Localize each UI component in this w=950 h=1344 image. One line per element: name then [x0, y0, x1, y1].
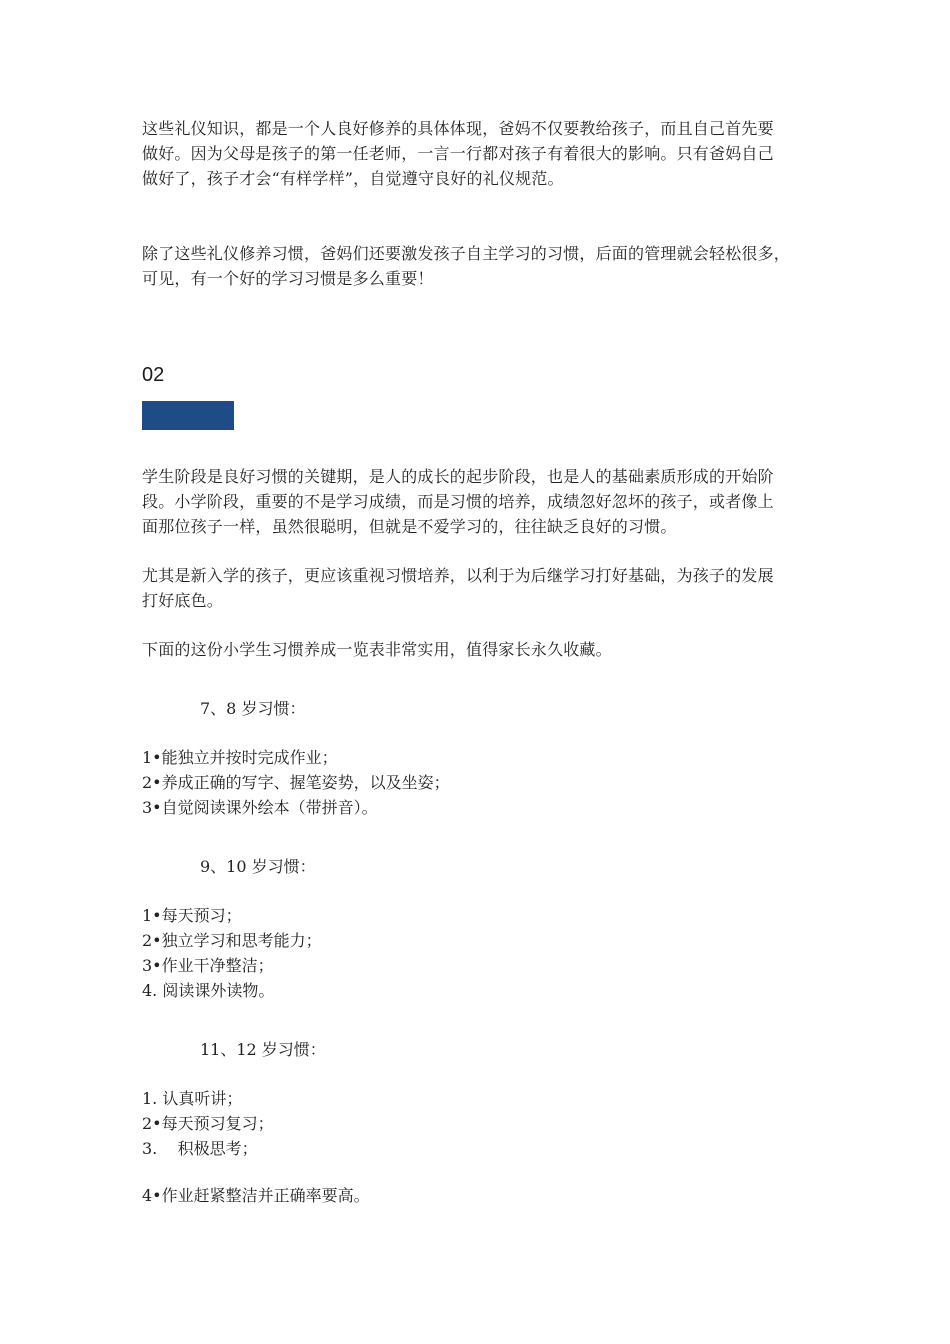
paragraph-line: 这些礼仪知识，都是一个人良好修养的具体体现，爸妈不仅要教给孩子，而且自己首先要 — [142, 119, 774, 138]
paragraph-line: 学生阶段是良好习惯的关键期，是人的成长的起步阶段，也是人的基础素质形成的开始阶 — [142, 467, 774, 486]
paragraph-study-habit — [142, 241, 818, 291]
paragraph-etiquette — [142, 116, 818, 191]
list-item: 3. 积极思考； — [142, 1139, 258, 1158]
paragraph-line: 尤其是新入学的孩子，更应该重视习惯培养，以利于为后继学习打好基础，为孩子的发展 — [142, 566, 774, 585]
heading-age-9-10: 9、10 岁习惯： — [200, 857, 316, 876]
paragraph-line: 下面的这份小学生习惯养成一览表非常实用，值得家长永久收藏。 — [142, 640, 612, 659]
habit-list-11-12 — [142, 1086, 274, 1161]
paragraph-line: 段。小学阶段，重要的不是学习成绩，而是习惯的培养，成绩忽好忽坏的孩子，或者像上 — [142, 492, 774, 511]
list-item: 3•作业干净整洁； — [142, 956, 274, 975]
heading-age-11-12: 11、12 岁习惯： — [200, 1040, 326, 1059]
paragraph-line: 可见，有一个好的学习习惯是多么重要！ — [142, 269, 434, 288]
list-item: 1•能独立并按时完成作业； — [142, 748, 338, 767]
paragraph-line: 面那位孩子一样，虽然很聪明，但就是不爱学习的，往往缺乏良好的习惯。 — [142, 517, 677, 536]
list-item: 3•自觉阅读课外绘本（带拼音）。 — [142, 798, 378, 817]
section-number: 02 — [142, 364, 165, 386]
paragraph-new-students — [142, 563, 818, 613]
list-item: 2•养成正确的写字、握笔姿势，以及坐姿； — [142, 773, 450, 792]
paragraph-line: 除了这些礼仪修养习惯，爸妈们还要激发孩子自主学习的习惯，后面的管理就会轻松很多， — [142, 244, 791, 263]
list-item: 4•作业赶紧整洁并正确率要高。 — [142, 1186, 370, 1205]
list-item: 4. 阅读课外读物。 — [142, 981, 275, 1000]
list-item: 2•独立学习和思考能力； — [142, 931, 322, 950]
habit-list-7-8 — [142, 745, 450, 820]
list-item: 1. 认真听讲； — [142, 1089, 243, 1108]
paragraph-line: 做好。因为父母是孩子的第一任老师，一言一行都对孩子有着很大的影响。只有爸妈自己 — [142, 144, 774, 163]
heading-age-7-8: 7、8 岁习惯： — [200, 699, 306, 718]
list-item: 1•每天预习； — [142, 906, 242, 925]
paragraph-line: 做好了，孩子才会“有样学样”，自觉遵守良好的礼仪规范。 — [142, 169, 564, 188]
habit-list-9-10 — [142, 903, 322, 1003]
paragraph-table-intro — [142, 637, 818, 662]
habit-list-11-12-continued — [142, 1183, 370, 1208]
section-accent-bar — [142, 401, 234, 430]
list-item: 2•每天预习复习； — [142, 1114, 274, 1133]
paragraph-line: 打好底色。 — [142, 591, 224, 610]
paragraph-key-period — [142, 464, 818, 539]
